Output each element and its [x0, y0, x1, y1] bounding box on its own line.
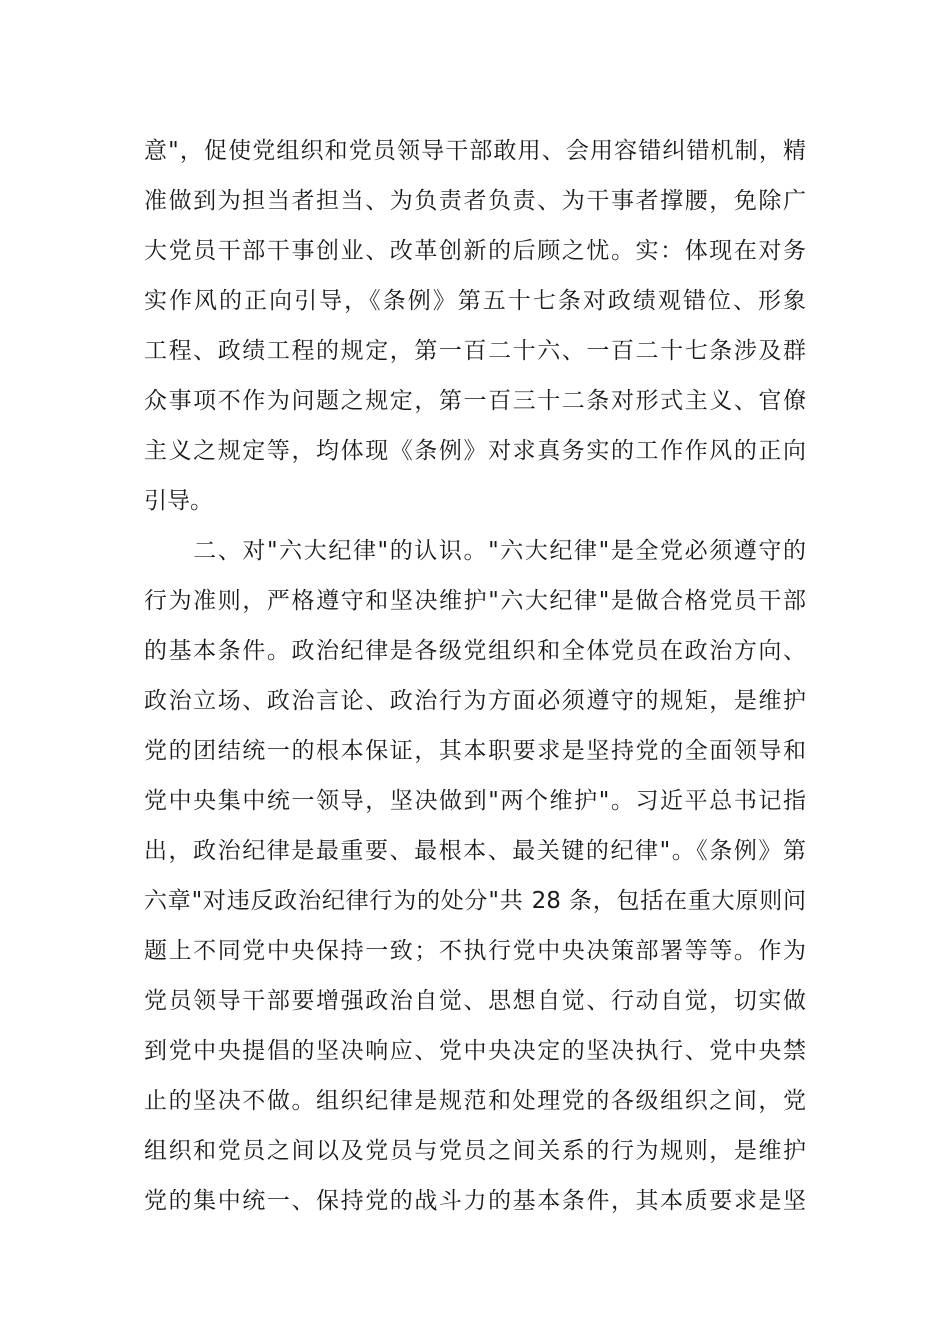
- text-line: 大党员干部干事创业、改革创新的后顾之忧。实：体现在对务: [144, 238, 806, 264]
- paragraph-start-line: 二、对"六大纪律"的认识。"六大纪律"是全党必须遵守的: [144, 538, 806, 564]
- text-line: 主义之规定等，均体现《条例》对求真务实的工作作风的正向: [144, 438, 806, 464]
- text-line: 政治立场、政治言论、政治行为方面必须遵守的规矩，是维护: [144, 688, 806, 714]
- text-line: 到党中央提倡的坚决响应、党中央决定的坚决执行、党中央禁: [144, 1038, 806, 1064]
- text-line: 六章"对违反政治纪律行为的处分"共 28 条，包括在重大原则问: [144, 888, 806, 914]
- text-line: 的基本条件。政治纪律是各级党组织和全体党员在政治方向、: [144, 638, 806, 664]
- paragraph-end-line: 引导。: [144, 488, 213, 514]
- text-line: 工程、政绩工程的规定，第一百二十六、一百二十七条涉及群: [144, 338, 806, 364]
- text-line: 众事项不作为问题之规定，第一百三十二条对形式主义、官僚: [144, 388, 806, 414]
- text-line: 党员领导干部要增强政治自觉、思想自觉、行动自觉，切实做: [144, 988, 806, 1014]
- text-line: 止的坚决不做。组织纪律是规范和处理党的各级组织之间，党: [144, 1088, 806, 1114]
- text-line: 实作风的正向引导，《条例》第五十七条对政绩观错位、形象: [144, 288, 806, 314]
- text-line: 出，政治纪律是最重要、最根本、最关键的纪律"。《条例》第: [144, 838, 806, 864]
- text-line: 党的团结统一的根本保证，其本职要求是坚持党的全面领导和: [144, 738, 806, 764]
- text-line: 题上不同党中央保持一致；不执行党中央决策部署等等。作为: [144, 938, 806, 964]
- text-line: 党的集中统一、保持党的战斗力的基本条件，其本质要求是坚: [144, 1188, 806, 1214]
- text-line: 行为准则，严格遵守和坚决维护"六大纪律"是做合格党员干部: [144, 588, 806, 614]
- text-line: 准做到为担当者担当、为负责者负责、为干事者撑腰，免除广: [144, 188, 806, 214]
- text-line: 党中央集中统一领导，坚决做到"两个维护"。习近平总书记指: [144, 788, 806, 814]
- text-line: 意"，促使党组织和党员领导干部敢用、会用容错纠错机制，精: [144, 138, 806, 164]
- text-line: 组织和党员之间以及党员与党员之间关系的行为规则，是维护: [144, 1138, 806, 1164]
- body-text: [144, 126, 806, 1226]
